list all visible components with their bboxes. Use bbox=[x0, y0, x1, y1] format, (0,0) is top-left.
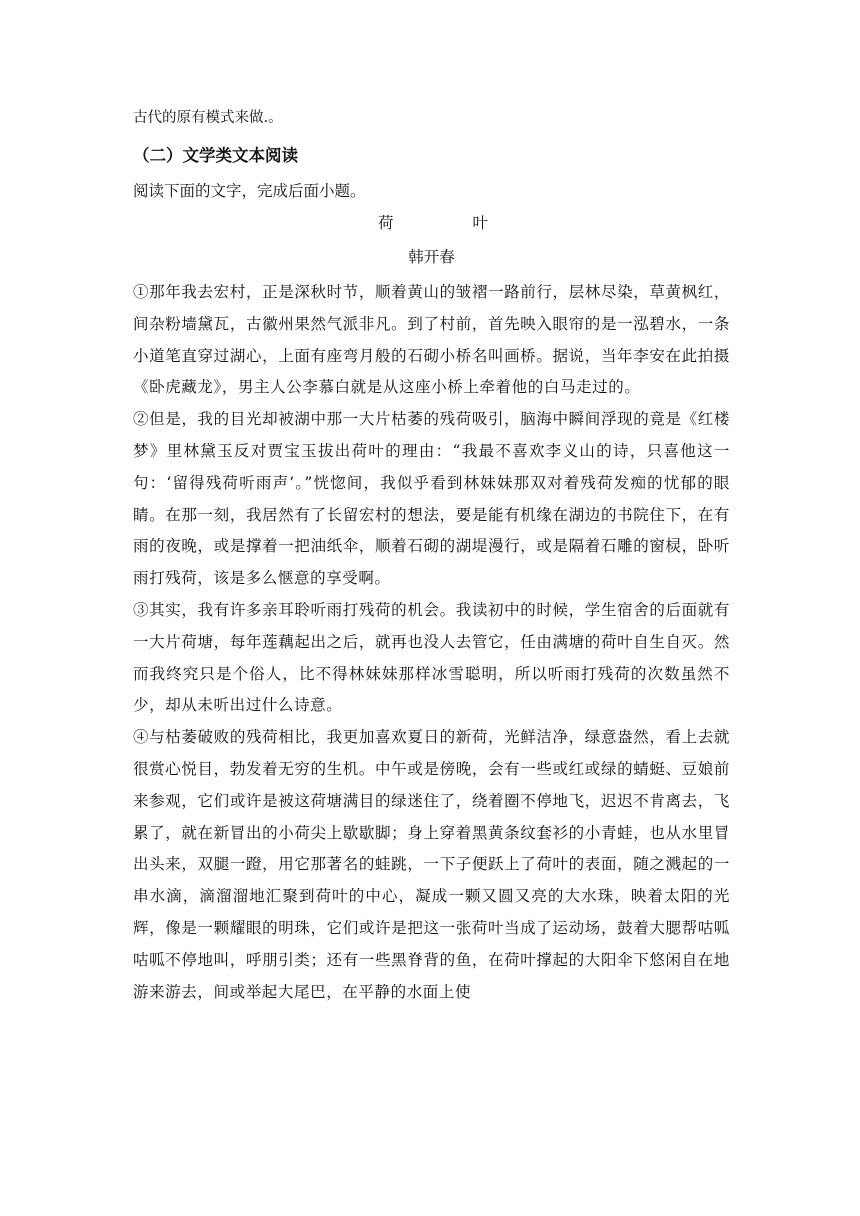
article-title-char-2: 叶 bbox=[472, 214, 488, 232]
article-author: 韩开春 bbox=[408, 248, 455, 266]
section-heading: （二）文学类文本阅读 bbox=[133, 146, 298, 165]
article-title bbox=[378, 212, 488, 234]
previous-section-closing-line: 古代的原有模式来做.。 bbox=[133, 110, 283, 126]
article-body bbox=[133, 277, 730, 1008]
paragraph-3: ③其实，我有许多亲耳聆听雨打残荷的机会。我读初中的时候，学生宿舍的后面就有一大片荷塘，每年莲藕起出之后，就再也没人去管它，任由满塘的荷叶自生自灭。然而我终究只是个俗人，比不得林妹妹那样冰雪聪明，所以听雨打残荷的次数虽然不少，却从未听出过什么诗意。 bbox=[133, 600, 730, 715]
paragraph-1: ①那年我去宏村，正是深秋时节，顺着黄山的皱褶一路前行，层林尽染，草黄枫红，间杂粉墙黛瓦，古徽州果然气派非凡。到了村前，首先映入眼帘的是一泓碧水，一条小道笔直穿过湖心，上面有座弯月般的石砌小桥名叫画桥。据说，当年李安在此拍摄《卧虎藏龙》，男主人公李慕白就是从这座小桥上牵着他的白马走过的。 bbox=[133, 283, 730, 397]
paragraph-2: ②但是，我的目光却被湖中那一大片枯萎的残荷吸引，脑海中瞬间浮现的竟是《红楼梦》里林黛玉反对贾宝玉拔出荷叶的理由：“我最不喜欢李义山的诗，只喜他这一句：‘留得残荷听雨声’。”恍惚间，我似乎看到林妹妹那双对着残荷发痴的忧郁的眼睛。在那一刻，我居然有了长留宏村的想法，要是能有机缘在湖边的书院住下，在有雨的夜晚，或是撑着一把油纸伞，顺着石砌的湖堤漫行，或是隔着石雕的窗棂，卧听雨打残荷，该是多么惬意的享受啊。 bbox=[133, 410, 730, 588]
reading-instruction: 阅读下面的文字，完成后面小题。 bbox=[133, 182, 366, 200]
article-title-char-1: 荷 bbox=[378, 214, 394, 232]
paragraph-4: ④与枯萎破败的残荷相比，我更加喜欢夏日的新荷，光鲜洁净，绿意盎然，看上去就很赏心悦目，勃发着无穷的生机。中午或是傍晚，会有一些或红或绿的蜻蜓、豆娘前来参观，它们或许是被这荷塘满目的绿迷住了，绕着圈不停地飞，迟迟不肯离去，飞累了，就在新冒出的小荷尖上歇歇脚；身上穿着黑黄条纹套衫的小青蛙，也从水里冒出头来，双腿一蹬，用它那著名的蛙跳，一下子便跃上了荷叶的表面，随之溅起的一串水滴，滴溜溜地汇聚到荷叶的中心，凝成一颗又圆又亮的大水珠，映着太阳的光辉，像是一颗耀眼的明珠，它们或许是把这一张荷叶当成了运动场，鼓着大腮帮咕呱咕呱不停地叫，呼朋引类；还有一些黑脊背的鱼，在荷叶撑起的大阳伞下悠闲自在地游来游去，间或举起大尾巴，在平静的水面上使 bbox=[133, 728, 730, 1001]
